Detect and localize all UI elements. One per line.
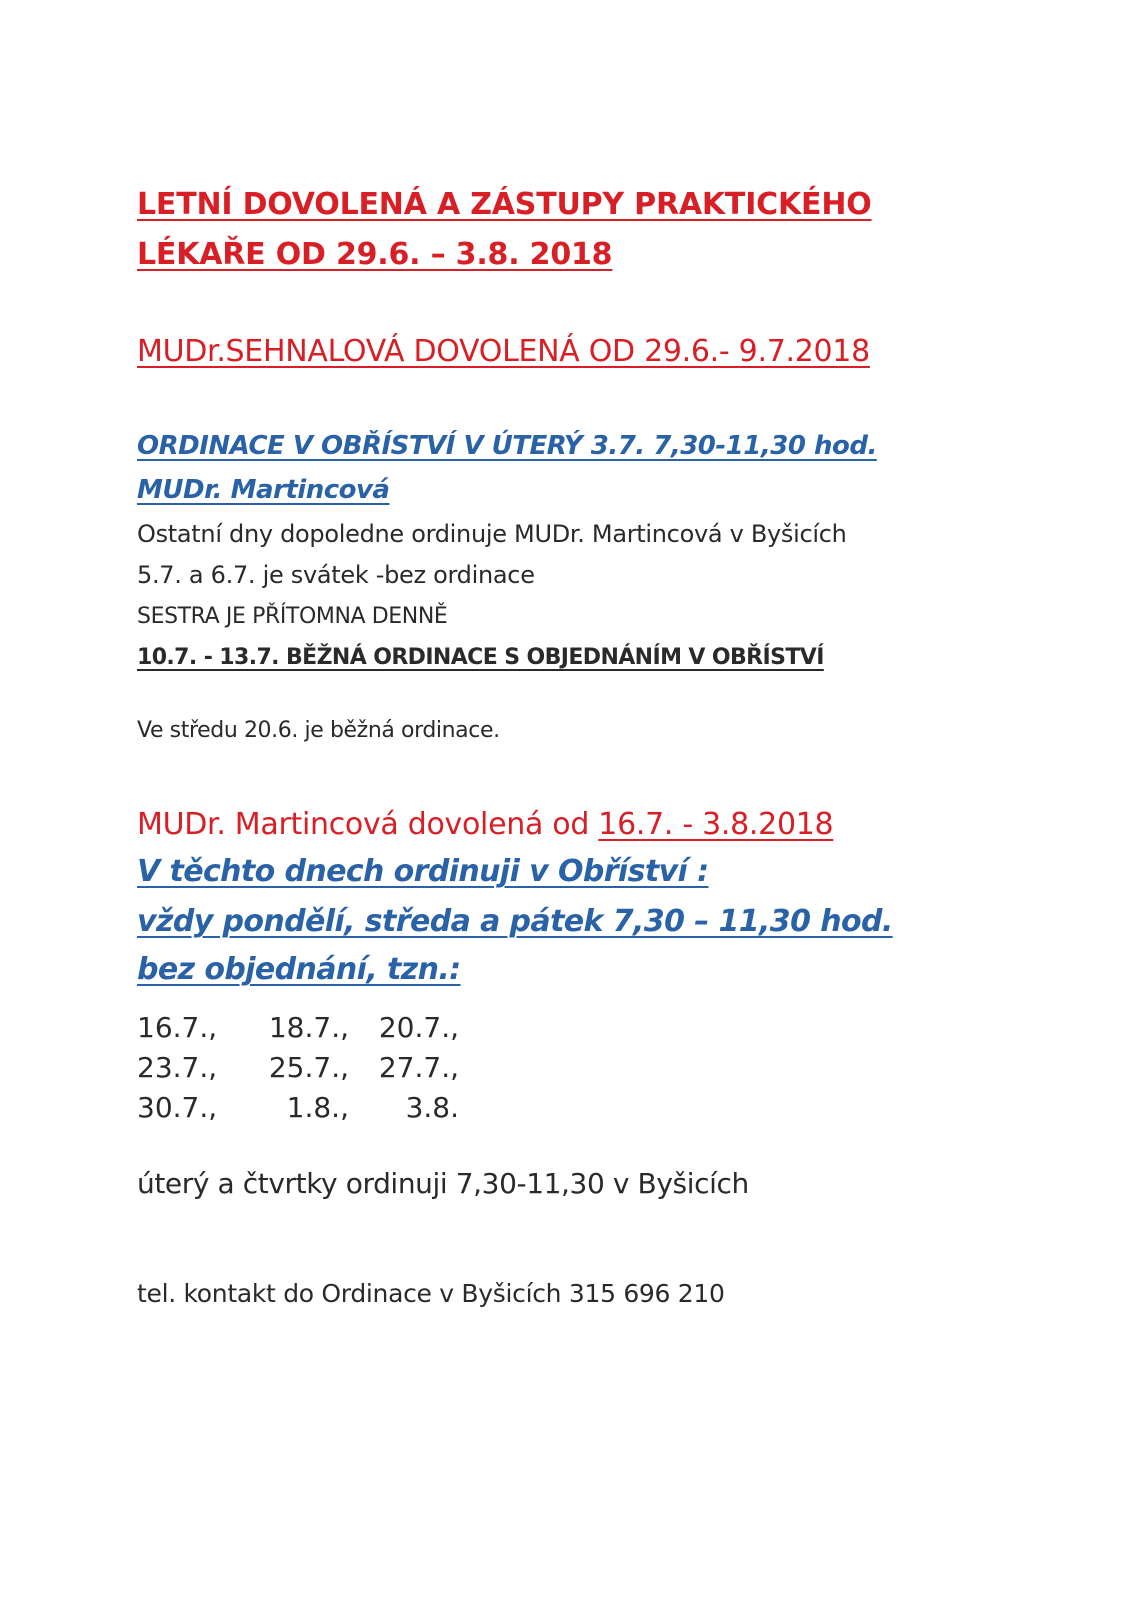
martincova-vacation-prefix: MUDr. Martincová dovolená od <box>137 807 599 842</box>
date-item: 20.7., <box>378 1010 459 1044</box>
wednesday-note: Ve středu 20.6. je běžná ordinace. <box>137 718 500 743</box>
ordinace-obristvi-line: ORDINACE V OBŘÍSTVÍ V ÚTERÝ 3.7. 7,30-11,30 hod. <box>137 431 877 461</box>
phone-contact: tel. kontakt do Ordinace v Byšicích 315 696 210 <box>137 1279 725 1308</box>
dates-row <box>137 1084 461 1124</box>
martincova-vacation <box>137 808 833 843</box>
date-item: 18.7., <box>268 1010 349 1044</box>
date-item: 30.7., <box>137 1090 218 1124</box>
title-line-1: LETNÍ DOVOLENÁ A ZÁSTUPY PRAKTICKÉHO <box>137 187 872 222</box>
tuesday-thursday-line: úterý a čtvrtky ordinuji 7,30-11,30 v Byšicích <box>137 1167 749 1200</box>
sehnalova-vacation: MUDr.SEHNALOVÁ DOVOLENÁ OD 29.6.- 9.7.2018 <box>137 334 870 369</box>
dates-grid <box>137 1004 461 1124</box>
date-item: 27.7., <box>378 1050 459 1084</box>
always-days-line: vždy pondělí, středa a pátek 7,30 – 11,30 hod. <box>137 904 893 939</box>
other-days-line: Ostatní dny dopoledne ordinuje MUDr. Martincová v Byšicích <box>137 520 847 548</box>
title-line-2: LÉKAŘE OD 29.6. – 3.8. 2018 <box>137 237 613 272</box>
date-item: 16.7., <box>137 1010 218 1044</box>
nurse-present-line: SESTRA JE PŘÍTOMNA DENNĚ <box>137 604 448 629</box>
holiday-line: 5.7. a 6.7. je svátek -bez ordinace <box>137 561 535 589</box>
no-appointment-line: bez objednání, tzn.: <box>137 952 461 987</box>
regular-ordinace-line: 10.7. - 13.7. BĚŽNÁ ORDINACE S OBJEDNÁNÍM V OBŘÍSTVÍ <box>137 645 824 670</box>
date-item: 25.7., <box>268 1050 349 1084</box>
these-days-line: V těchto dnech ordinuji v Obříství : <box>137 854 709 889</box>
date-item: 23.7., <box>137 1050 218 1084</box>
date-item: 1.8., <box>286 1090 349 1124</box>
dates-row <box>137 1004 461 1044</box>
doctor-martincova: MUDr. Martincová <box>137 475 390 505</box>
martincova-vacation-range: 16.7. - 3.8.2018 <box>598 807 834 842</box>
date-item: 3.8. <box>405 1090 459 1124</box>
dates-row <box>137 1044 461 1084</box>
